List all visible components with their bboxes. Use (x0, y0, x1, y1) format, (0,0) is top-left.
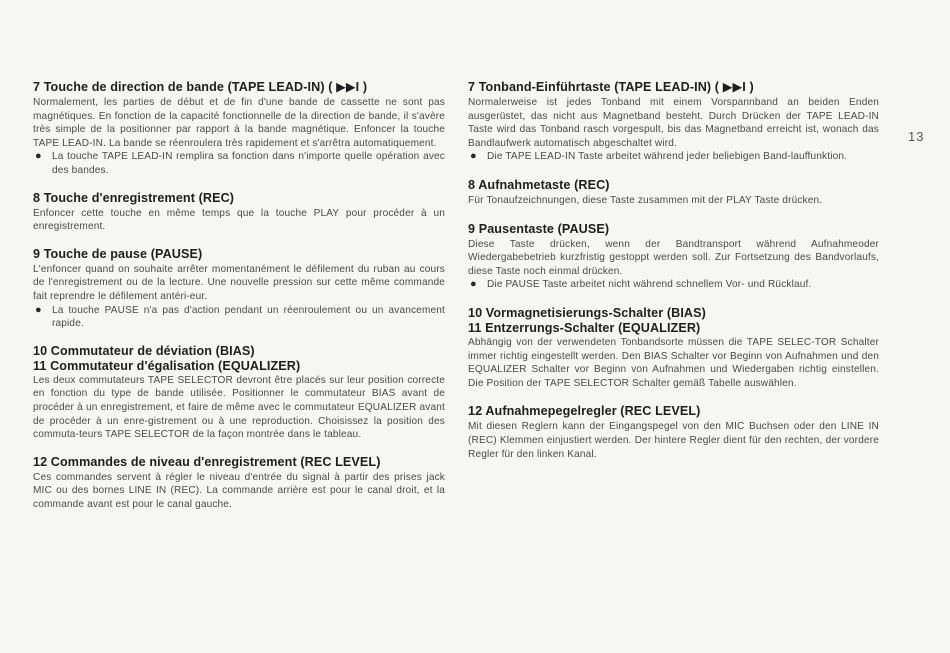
section-10-11-de (468, 306, 879, 390)
section-body: Enfoncer cette touche en même temps que la touche PLAY pour procéder à un enregistrement. (33, 207, 445, 233)
bullet-text: La touche TAPE LEAD-IN remplira sa fonction dans n'importe quelle opération avec des bandes. (52, 151, 445, 176)
section-heading: 7 Tonband-Einführtaste (TAPE LEAD-IN) ( ▶▶I ) (468, 80, 754, 94)
section-heading: 11 Commutateur d'égalisation (EQUALIZER) (33, 358, 301, 373)
bullet-icon: ● (470, 150, 477, 163)
section-7-de (468, 80, 879, 164)
bullet-item (33, 304, 445, 331)
section-10-11-fr (33, 344, 445, 442)
section-body: Normalement, les parties de début et de fin d'une bande de cassette ne sont pas magnétiques. En fonction de la capacité fonctionnelle de la direction de bande, il s'avère très simple de la positionner par rapport à la bande magnétique. Enfoncer la touche TAPE LEAD-IN. La bande se réenroulera très rapidement et s'arrêtra automatiquement. (33, 97, 445, 149)
section-heading: 11 Entzerrungs-Schalter (EQUALIZER) (468, 320, 701, 335)
section-7-fr (33, 80, 445, 178)
section-heading: 7 Touche de direction de bande (TAPE LEAD-IN) ( ▶▶I ) (33, 80, 368, 94)
section-body: Für Tonaufzeichnungen, diese Taste zusammen mit der PLAY Taste drücken. (468, 194, 823, 206)
bullet-icon: ● (35, 150, 42, 163)
section-8-fr (33, 191, 445, 234)
bullet-text: Die PAUSE Taste arbeitet nicht während schnellem Vor- und Rücklauf. (487, 279, 812, 291)
bullet-icon: ● (470, 278, 477, 291)
bullet-item (468, 278, 879, 292)
bullet-list (33, 304, 445, 331)
section-8-de (468, 178, 879, 208)
section-body: Mit diesen Reglern kann der Eingangspegel von den MIC Buchsen oder den LINE IN (REC) Klemmen einjustiert werden. Der hintere Regler dient für den rechten, der vordere Regler für den linken Kanal. (468, 421, 879, 460)
section-heading: 9 Touche de pause (PAUSE) (33, 246, 203, 261)
section-heading: 12 Aufnahmepegelregler (REC LEVEL) (468, 404, 701, 419)
page-number: 13 (908, 129, 925, 144)
bullet-icon: ● (35, 303, 42, 316)
section-body: Abhängig von der verwendeten Tonbandsorte müssen die TAPE SELEC-TOR Schalter immer richtig eingestellt werden. Den BIAS Schalter vor Beginn von Aufnahmen und den EQUALIZER Schalter vor Beginn von Aufnahmen und Wiedergaben richtig einstellen. Die Position der TAPE SELECTOR Schalter gemäß Tabelle auswählen. (468, 336, 879, 389)
section-body: L'enfoncer quand on souhaite arrêter momentanément le défilement du ruban au cours de l'enregistrement ou de la lecture. Une nouvelle pression sur cette même commande fait reprendre le défilement antéri-eur. (33, 263, 445, 302)
german-column (468, 80, 879, 475)
bullet-item (33, 150, 445, 177)
section-body: Diese Taste drücken, wenn der Bandtransport während Aufnahmeoder Wiedergabebetrieb kurzfristig gestoppt werden soll. Zur Fortsetzung des Bandvorlaufs, diese Taste noch einmal drücken. (468, 238, 879, 277)
section-heading: 10 Commutateur de déviation (BIAS) (33, 343, 255, 358)
french-column (33, 80, 445, 524)
section-heading: 8 Aufnahmetaste (REC) (468, 177, 610, 192)
bullet-text: Die TAPE LEAD-IN Taste arbeitet während jeder beliebigen Band-lauffunktion. (487, 151, 848, 163)
section-heading: 10 Vormagnetisierungs-Schalter (BIAS) (468, 305, 706, 320)
section-heading: 12 Commandes de niveau d'enregistrement (REC LEVEL) (33, 454, 381, 469)
section-heading: 8 Touche d'enregistrement (REC) (33, 190, 235, 205)
section-body: Ces commandes servent à régler le niveau d'entrée du signal à partir des prises jack MIC ou des bornes LINE IN (REC). La commande arrière est pour le canal droit, et la commande avant est pour le canal gauche. (33, 471, 445, 510)
section-9-de (468, 222, 879, 292)
bullet-list (468, 278, 879, 292)
section-12-de (468, 404, 879, 461)
section-12-fr (33, 455, 445, 512)
bullet-list (468, 150, 879, 164)
section-body: Normalerweise ist jedes Tonband mit einem Vorspannband an beiden Enden ausgerüstet, das nicht aus Magnetband besteht. Durch Drücken der TAPE LEAD-IN Taste wird das Tonband rasch vorgespult, bis das Magnetband erreicht ist, wonach das Bandlaufwerk automatisch abgeschaltet wird. (468, 97, 879, 149)
bullet-text: La touche PAUSE n'a pas d'action pendant un réenroulement ou un avancement rapide. (52, 304, 445, 330)
section-9-fr (33, 247, 445, 331)
bullet-item (468, 150, 879, 164)
bullet-list (33, 150, 445, 177)
section-heading: 9 Pausentaste (PAUSE) (468, 221, 610, 236)
section-body: Les deux commutateurs TAPE SELECTOR devront être placés sur leur position correcte en fonction du type de bande utilisée. Positionner le commutateur BIAS avant de procéder à un enregistrement, et faire de même avec le commutateur EQUALIZER avant de procéder à un enre-gistrement ou à une reproduction. Choisissez la position des commuta-teurs TAPE SELECTOR de la façon montrée dans le tableau. (33, 374, 445, 441)
